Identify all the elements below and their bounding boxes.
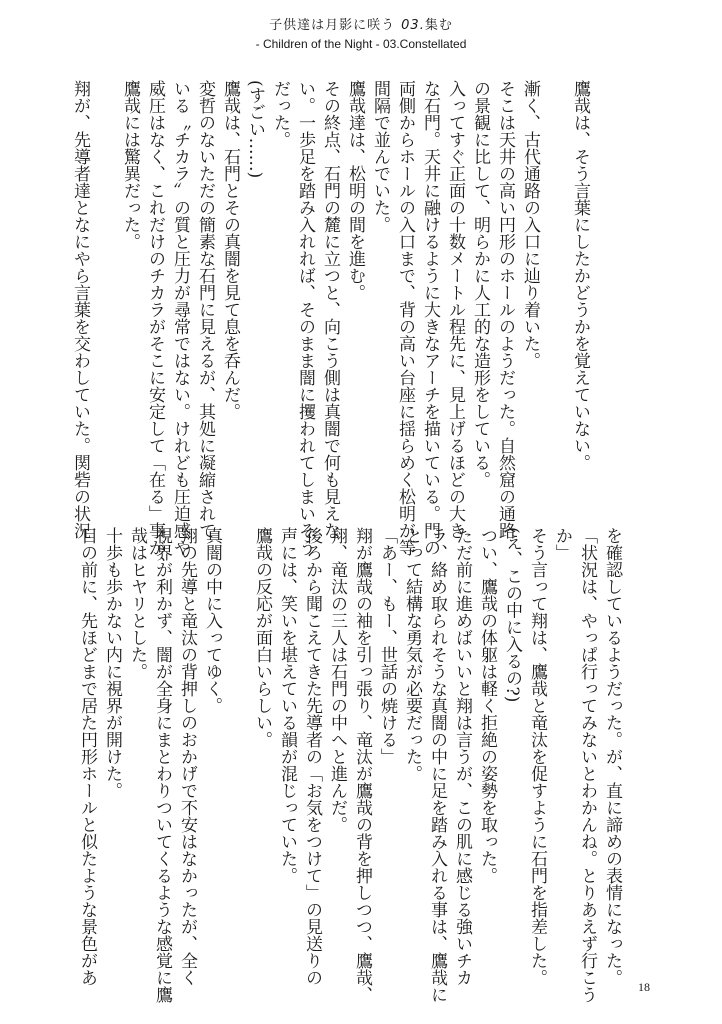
text-line: そう言って翔は、鷹哉と竜汰を促すように石門を指差した。 bbox=[527, 527, 547, 986]
text-line: ただ前に進めばいいと翔は言うが、この肌に感じる強いチカ bbox=[452, 527, 472, 986]
text-line: を確認しているようだった。が、直に諦めの表情になった。 bbox=[602, 527, 622, 986]
text-line: つい、鷹哉の体躯は軽く拒絶の姿勢を取った。 bbox=[477, 527, 497, 884]
text-line: そこは天井の高い円形のホールのようだった。自然窟の通路 bbox=[495, 80, 515, 539]
text-line: 鷹哉達は、松明の間を進む。 bbox=[345, 80, 365, 301]
text-line bbox=[92, 80, 117, 500]
text-line: だった。 bbox=[270, 80, 290, 148]
page-header bbox=[0, 18, 722, 52]
text-line: 鷹哉には驚異だった。 bbox=[120, 80, 140, 250]
text-block-top bbox=[67, 80, 592, 573]
text-line: とって結構な勇気が必要だった。 bbox=[402, 527, 422, 782]
text-line: 目の前に、先ほどまで居た円形ホールと似たような景色があ bbox=[77, 527, 97, 986]
text-line: 翔、竜汰の三人は石門の中へと進んだ。 bbox=[327, 527, 347, 833]
title-japanese: 子供達は月影に咲う bbox=[269, 18, 396, 33]
text-line: 「あー、もー、世話の焼ける」 bbox=[377, 527, 397, 765]
book-title bbox=[0, 18, 722, 34]
text-line: 翔が鷹哉の袖を引っ張り、竜汰が鷹哉の背を押しつつ、鷹哉、 bbox=[352, 527, 372, 1003]
chapter-title: 集む bbox=[424, 18, 453, 33]
text-line: (え、この中に入るの?) bbox=[502, 527, 522, 703]
text-line: いる〝チカラ〟の質と圧力が尋常ではない。けれども圧迫感や bbox=[170, 80, 190, 556]
text-line: 入ってすぐ正面の十数メートル程先に、見上げるほどの大き bbox=[445, 80, 465, 539]
text-line: 漸く、古代通路の入口に辿り着いた。 bbox=[520, 80, 540, 369]
chapter-number: 03. bbox=[401, 18, 425, 33]
text-line: 翔が、先導者達となにやら言葉を交わしていた。関砦の状況 bbox=[70, 80, 90, 539]
text-line: 声には、笑いを堪えている韻が混じっていた。 bbox=[277, 527, 297, 884]
text-line: 鷹哉は、そう言葉にしたかどうかを覚えていない。 bbox=[570, 80, 590, 471]
text-line: な石門。天井に融けるように大きなアーチを描いている。門の bbox=[420, 80, 440, 556]
text-line: 鷹哉は、石門とその真闇を見て息を呑んだ。 bbox=[220, 80, 240, 420]
text-line: 威圧はなく、これだけのチカラがそこに安定して「在る」事が、 bbox=[145, 80, 165, 573]
text-line: か」 bbox=[552, 527, 572, 561]
page-number: 18 bbox=[638, 980, 650, 994]
text-line: 視界が利かず、闇が全身にまとわりついてくるような感覚に鷹 bbox=[152, 527, 172, 1003]
text-line bbox=[224, 527, 249, 947]
text-line: 真闇の中に入ってゆく。 bbox=[202, 527, 222, 714]
text-line: (すごい……) bbox=[245, 80, 265, 179]
text-line: 翔の先導と竜汰の背押しのおかげで不安はなかったが、全く bbox=[177, 527, 197, 986]
english-subtitle: - Children of the Night - 03.Constellated bbox=[255, 37, 467, 51]
text-line: 哉はヒヤリとした。 bbox=[127, 527, 147, 680]
text-line: い。一歩足を踏み入れれば、そのまま闇に攫われてしまいそう bbox=[295, 80, 315, 556]
text-line: 鷹哉の反応が面白いらしい。 bbox=[252, 527, 272, 748]
text-block-bottom bbox=[74, 527, 624, 1003]
text-line: 十歩も歩かない内に視界が開けた。 bbox=[102, 527, 122, 799]
text-line: 後ろから聞こえてきた先導者の「お気をつけて」の見送りの bbox=[302, 527, 322, 986]
text-line bbox=[542, 80, 567, 500]
text-line: 間隔で並んでいた。 bbox=[370, 80, 390, 233]
text-line: 変哲のないただの簡素な石門に見えるが、其処に凝縮されて bbox=[195, 80, 215, 539]
text-line: その終点、石門の麓に立つと、向こう側は真闇で何も見えな bbox=[320, 80, 340, 539]
text-line: 両側からホールの入口まで、背の高い台座に揺らめく松明が等 bbox=[395, 80, 415, 556]
text-line: の景観に比して、明らかに人工的な造形をしている。 bbox=[470, 80, 490, 488]
text-line: 「状況は、やっぱ行ってみないとわかんね。とりあえず行こう bbox=[577, 527, 597, 1003]
text-line: ラ、絡め取られそうな真闇の中に足を踏み入れる事は、鷹哉に bbox=[427, 527, 447, 1003]
